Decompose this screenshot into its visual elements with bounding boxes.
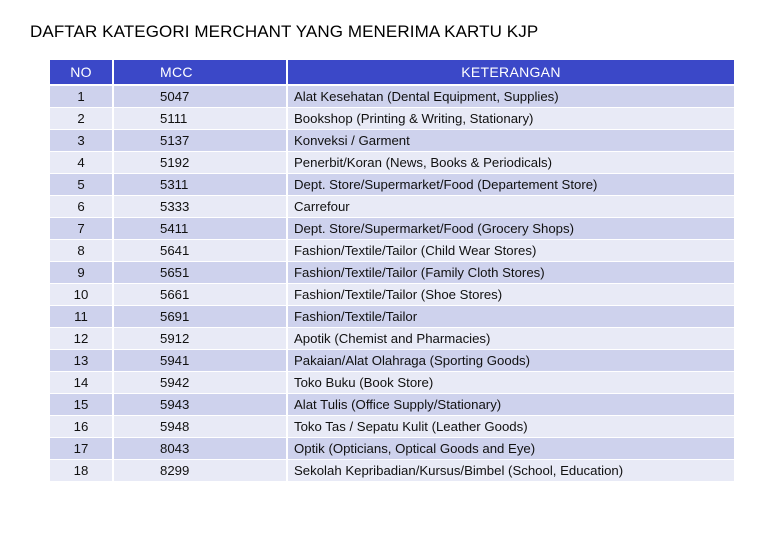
table-row bbox=[50, 394, 736, 416]
cell-mcc: 5948 bbox=[114, 416, 288, 438]
table-header bbox=[50, 60, 736, 86]
table-body bbox=[50, 86, 736, 482]
cell-no: 15 bbox=[50, 394, 114, 416]
cell-keterangan: Penerbit/Koran (News, Books & Periodicals) bbox=[288, 152, 736, 174]
cell-no: 5 bbox=[50, 174, 114, 196]
page-title: DAFTAR KATEGORI MERCHANT YANG MENERIMA KARTU KJP bbox=[30, 22, 539, 41]
cell-mcc: 5137 bbox=[114, 130, 288, 152]
table-row bbox=[50, 262, 736, 284]
column-header-keterangan: KETERANGAN bbox=[288, 60, 736, 86]
cell-mcc: 5111 bbox=[114, 108, 288, 130]
cell-keterangan: Alat Kesehatan (Dental Equipment, Supplies) bbox=[288, 86, 736, 108]
table-row bbox=[50, 438, 736, 460]
cell-mcc: 5661 bbox=[114, 284, 288, 306]
table-row bbox=[50, 284, 736, 306]
cell-no: 3 bbox=[50, 130, 114, 152]
cell-no: 16 bbox=[50, 416, 114, 438]
table-row bbox=[50, 460, 736, 482]
table-row bbox=[50, 306, 736, 328]
cell-no: 10 bbox=[50, 284, 114, 306]
cell-no: 2 bbox=[50, 108, 114, 130]
cell-keterangan: Apotik (Chemist and Pharmacies) bbox=[288, 328, 736, 350]
cell-keterangan: Toko Buku (Book Store) bbox=[288, 372, 736, 394]
cell-keterangan: Fashion/Textile/Tailor (Family Cloth Stores) bbox=[288, 262, 736, 284]
table-row bbox=[50, 108, 736, 130]
header-row bbox=[50, 60, 736, 86]
table-row bbox=[50, 130, 736, 152]
cell-keterangan: Fashion/Textile/Tailor bbox=[288, 306, 736, 328]
cell-keterangan: Fashion/Textile/Tailor (Shoe Stores) bbox=[288, 284, 736, 306]
table-row bbox=[50, 174, 736, 196]
cell-no: 4 bbox=[50, 152, 114, 174]
cell-no: 17 bbox=[50, 438, 114, 460]
cell-no: 8 bbox=[50, 240, 114, 262]
column-header-no: NO bbox=[50, 60, 114, 86]
cell-keterangan: Alat Tulis (Office Supply/Stationary) bbox=[288, 394, 736, 416]
cell-mcc: 5047 bbox=[114, 86, 288, 108]
cell-keterangan: Dept. Store/Supermarket/Food (Grocery Shops) bbox=[288, 218, 736, 240]
table-row bbox=[50, 416, 736, 438]
cell-mcc: 5192 bbox=[114, 152, 288, 174]
cell-mcc: 5941 bbox=[114, 350, 288, 372]
cell-mcc: 8043 bbox=[114, 438, 288, 460]
cell-mcc: 5912 bbox=[114, 328, 288, 350]
cell-no: 14 bbox=[50, 372, 114, 394]
cell-keterangan: Toko Tas / Sepatu Kulit (Leather Goods) bbox=[288, 416, 736, 438]
cell-keterangan: Sekolah Kepribadian/Kursus/Bimbel (School, Education) bbox=[288, 460, 736, 482]
cell-mcc: 5691 bbox=[114, 306, 288, 328]
cell-no: 13 bbox=[50, 350, 114, 372]
table-row bbox=[50, 372, 736, 394]
merchant-category-table bbox=[50, 60, 736, 482]
cell-mcc: 5651 bbox=[114, 262, 288, 284]
column-header-mcc: MCC bbox=[114, 60, 288, 86]
table-row bbox=[50, 328, 736, 350]
cell-no: 9 bbox=[50, 262, 114, 284]
table-row bbox=[50, 196, 736, 218]
cell-mcc: 5942 bbox=[114, 372, 288, 394]
cell-mcc: 8299 bbox=[114, 460, 288, 482]
cell-no: 6 bbox=[50, 196, 114, 218]
cell-mcc: 5943 bbox=[114, 394, 288, 416]
cell-keterangan: Optik (Opticians, Optical Goods and Eye) bbox=[288, 438, 736, 460]
table-row bbox=[50, 240, 736, 262]
cell-mcc: 5641 bbox=[114, 240, 288, 262]
cell-no: 18 bbox=[50, 460, 114, 482]
table-row bbox=[50, 86, 736, 108]
cell-no: 11 bbox=[50, 306, 114, 328]
cell-keterangan: Pakaian/Alat Olahraga (Sporting Goods) bbox=[288, 350, 736, 372]
cell-keterangan: Bookshop (Printing & Writing, Stationary) bbox=[288, 108, 736, 130]
cell-keterangan: Dept. Store/Supermarket/Food (Departement Store) bbox=[288, 174, 736, 196]
cell-mcc: 5411 bbox=[114, 218, 288, 240]
cell-keterangan: Carrefour bbox=[288, 196, 736, 218]
cell-mcc: 5333 bbox=[114, 196, 288, 218]
cell-no: 1 bbox=[50, 86, 114, 108]
cell-mcc: 5311 bbox=[114, 174, 288, 196]
cell-keterangan: Fashion/Textile/Tailor (Child Wear Stores) bbox=[288, 240, 736, 262]
cell-keterangan: Konveksi / Garment bbox=[288, 130, 736, 152]
table-row bbox=[50, 152, 736, 174]
cell-no: 12 bbox=[50, 328, 114, 350]
cell-no: 7 bbox=[50, 218, 114, 240]
table-row bbox=[50, 218, 736, 240]
table-row bbox=[50, 350, 736, 372]
